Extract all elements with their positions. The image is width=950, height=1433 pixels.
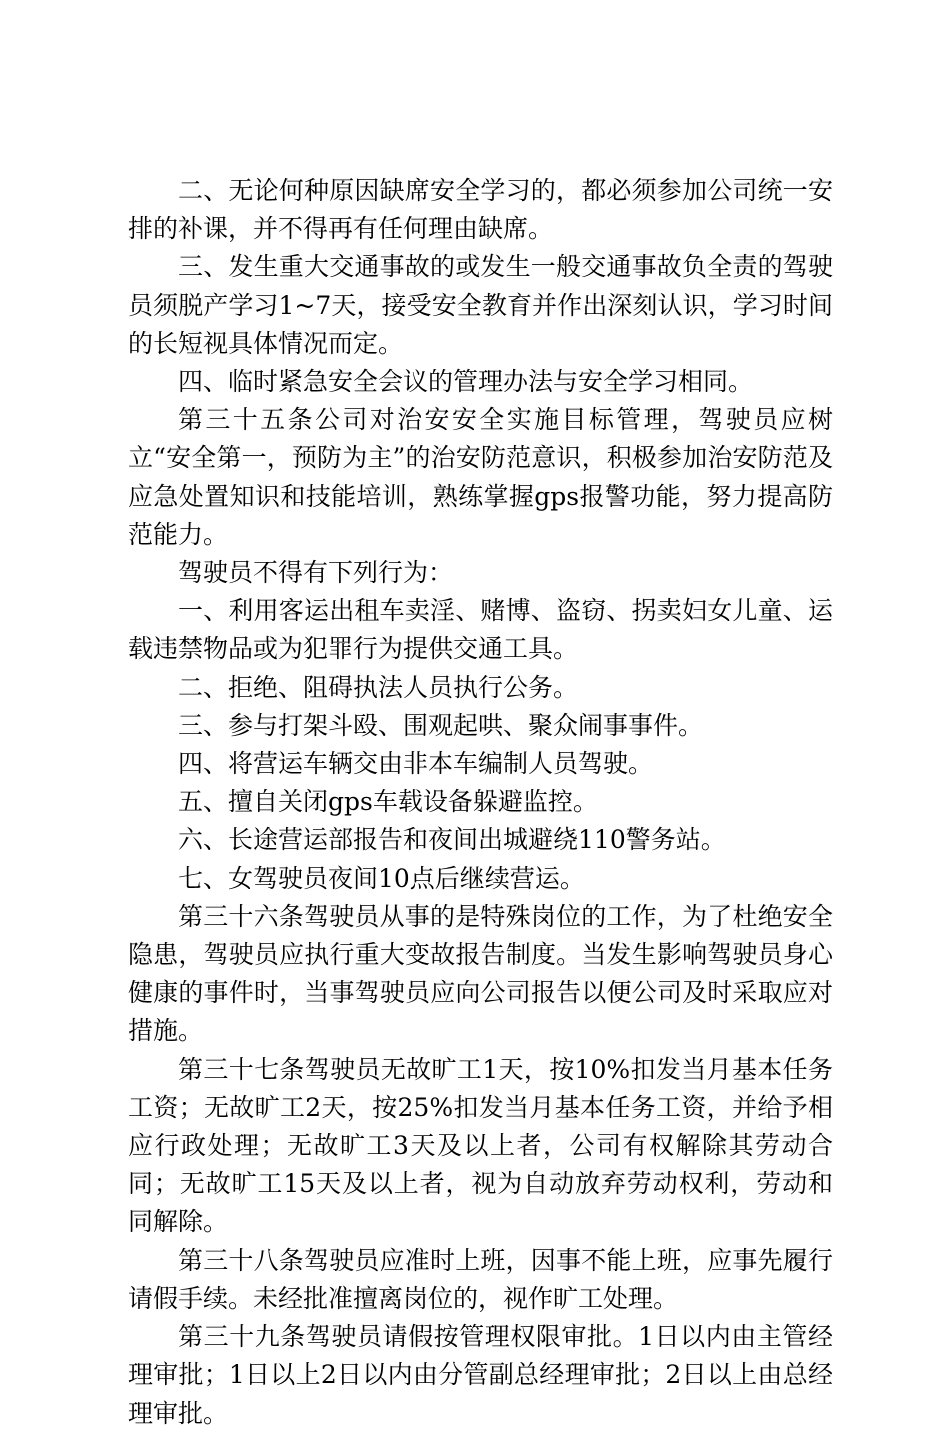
paragraph-prohibited-4: 四、将营运车辆交由非本车编制人员驾驶。 [178,749,654,779]
paragraph-article-35: 第三十五条公司对治安安全实施目标管理，驾驶员应树立“安全第一，预防为主”的治安防范意识，积极参加治安防范及应急处置知识和技能培训，熟练掌握gps报警功能，努力提高防范能力。 [128,405,833,549]
paragraph-makeup-class: 二、无论何种原因缺席安全学习的，都必须参加公司统一安排的补课，并不得再有任何理由缺席。 [128,176,833,244]
paragraph-article-36: 第三十六条驾驶员从事的是特殊岗位的工作，为了杜绝安全隐患，驾驶员应执行重大变故报告制度。当发生影响驾驶员身心健康的事件时，当事驾驶员应向公司报告以便公司及时采取应对措施。 [128,901,833,1046]
paragraph-prohibited-5: 五、擅自关闭gps车载设备躲避监控。 [178,787,598,817]
paragraph-prohibited-3: 三、参与打架斗殴、围观起哄、聚众闹事事件。 [178,710,704,740]
paragraph-prohibited-2: 二、拒绝、阻碍执法人员执行公务。 [178,672,579,702]
paragraph-prohibited-1: 一、利用客运出租车卖淫、赌博、盗窃、拐卖妇女儿童、运载违禁物品或为犯罪行为提供交通工具。 [128,596,833,664]
paragraph-article-39: 第三十九条驾驶员请假按管理权限审批。1日以内由主管经理审批；1日以上2日以内由分管副总经理审批；2日以上由总经理审批。 [128,1322,833,1428]
paragraph-prohibited-intro: 驾驶员不得有下列行为： [178,558,454,588]
paragraph-prohibited-6: 六、长途营运部报告和夜间出城避绕110警务站。 [178,825,726,855]
paragraph-article-38: 第三十八条驾驶员应准时上班，因事不能上班，应事先履行请假手续。未经批准擅离岗位的，视作旷工处理。 [128,1245,833,1313]
document-body [128,172,833,1433]
paragraph-article-37: 第三十七条驾驶员无故旷工1天，按10%扣发当月基本任务工资；无故旷工2天，按25%扣发当月基本任务工资，并给予相应行政处理；无故旷工3天及以上者，公司有权解除其劳动合同；无故旷工15天及以上者，视为自动放弃劳动权利，劳动和同解除。 [128,1054,833,1237]
paragraph-emergency-meeting: 四、临时紧急安全会议的管理办法与安全学习相同。 [178,367,754,397]
paragraph-accident-study: 三、发生重大交通事故的或发生一般交通事故负全责的驾驶员须脱产学习1~7天，接受安全教育并作出深刻认识，学习时间的长短视具体情况而定。 [128,252,833,358]
paragraph-prohibited-7: 七、女驾驶员夜间10点后继续营运。 [178,863,585,893]
